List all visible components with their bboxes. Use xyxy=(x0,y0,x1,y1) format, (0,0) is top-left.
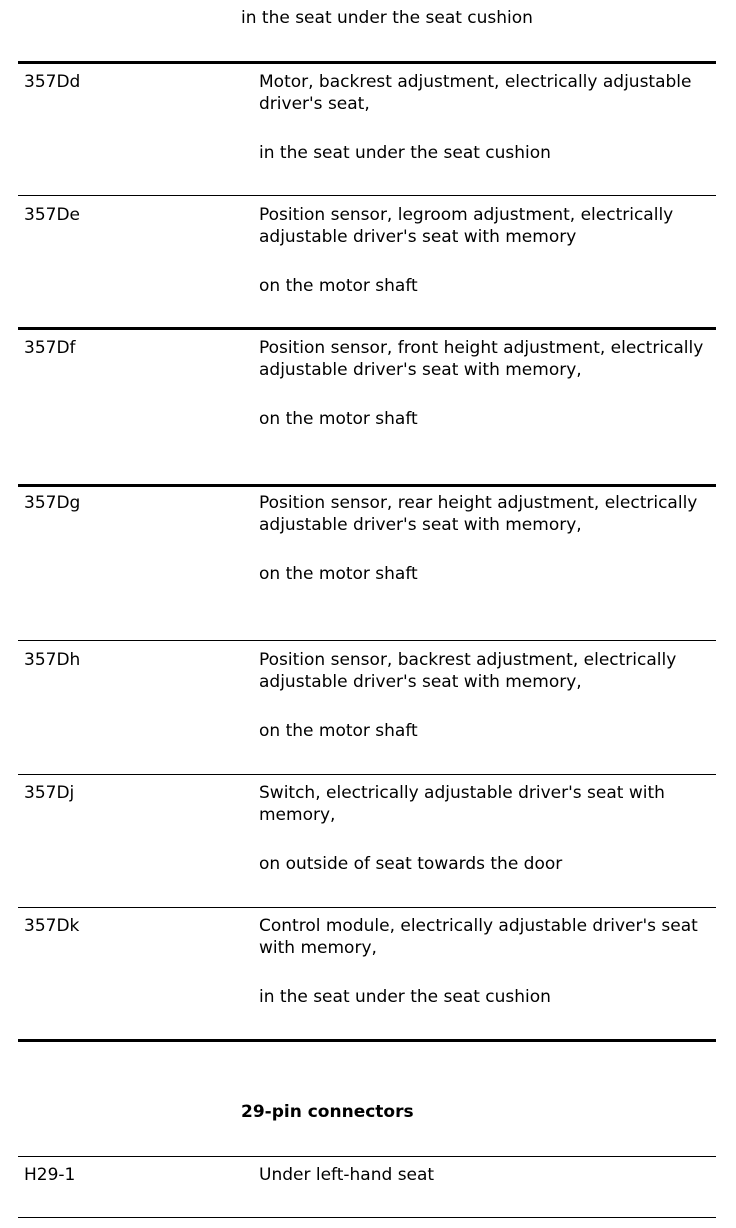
component-code: 357Dh xyxy=(24,650,81,670)
description-text: Under left-hand seat xyxy=(259,1165,435,1185)
row-divider xyxy=(18,907,716,908)
table-end-rule xyxy=(18,1039,716,1042)
row-divider xyxy=(18,774,716,775)
location-text: on the motor shaft xyxy=(259,409,418,429)
component-code: 357Dd xyxy=(24,72,81,92)
row-divider xyxy=(18,61,716,64)
connector-description xyxy=(259,1164,719,1186)
component-description xyxy=(259,649,719,742)
row-divider xyxy=(18,327,716,330)
component-description xyxy=(259,337,719,430)
location-text: in the seat under the seat cushion xyxy=(259,143,551,163)
location-text: in the seat under the seat cushion xyxy=(241,8,533,28)
component-description xyxy=(259,492,719,585)
description-text: Control module, electrically adjustable driver's seat with memory, xyxy=(259,916,698,958)
location-text: on the motor shaft xyxy=(259,564,418,584)
top-continuation-location xyxy=(241,7,701,29)
description-text: Motor, backrest adjustment, electrically adjustable driver's seat, xyxy=(259,72,692,114)
component-code: 357Dj xyxy=(24,783,75,803)
row-divider xyxy=(18,1156,716,1157)
component-code: 357Df xyxy=(24,338,76,358)
row-divider xyxy=(18,195,716,196)
location-text: on the motor shaft xyxy=(259,276,418,296)
row-divider xyxy=(18,1217,716,1218)
component-code: 357Dg xyxy=(24,493,81,513)
component-description xyxy=(259,915,719,1008)
description-text: Position sensor, backrest adjustment, electrically adjustable driver's seat with memory, xyxy=(259,650,677,692)
connector-code: H29-1 xyxy=(24,1165,76,1185)
component-description xyxy=(259,782,719,875)
component-code: 357De xyxy=(24,205,80,225)
component-description xyxy=(259,204,719,297)
component-code: 357Dk xyxy=(24,916,80,936)
description-text: Switch, electrically adjustable driver's seat with memory, xyxy=(259,783,665,825)
component-description xyxy=(259,71,719,164)
description-text: Position sensor, front height adjustment, electrically adjustable driver's seat with memory, xyxy=(259,338,704,380)
description-text: Position sensor, rear height adjustment, electrically adjustable driver's seat with memory, xyxy=(259,493,698,535)
row-divider xyxy=(18,484,716,487)
description-text: Position sensor, legroom adjustment, electrically adjustable driver's seat with memory xyxy=(259,205,674,247)
section-heading: 29-pin connectors xyxy=(241,1102,414,1122)
row-divider xyxy=(18,640,716,641)
location-text: in the seat under the seat cushion xyxy=(259,987,551,1007)
location-text: on outside of seat towards the door xyxy=(259,854,563,874)
location-text: on the motor shaft xyxy=(259,721,418,741)
